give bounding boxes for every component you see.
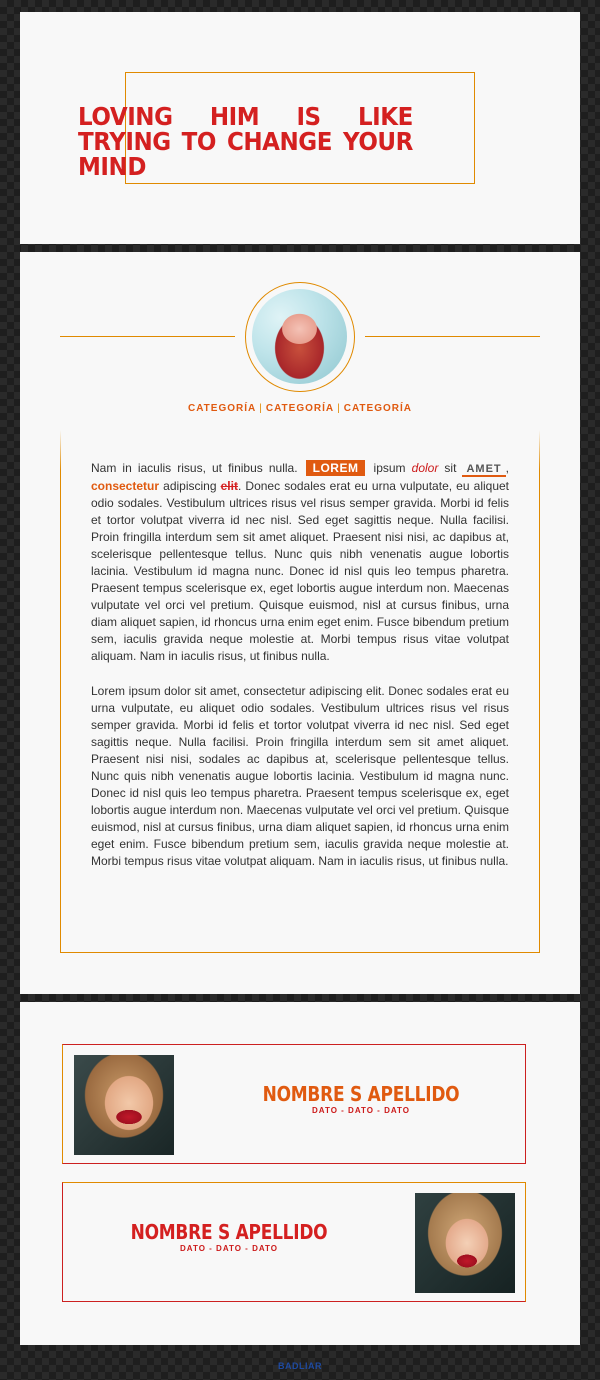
character-photo	[74, 1055, 174, 1155]
text-run: ipsum	[367, 461, 412, 475]
divider-left	[60, 336, 235, 337]
text-run: Nam in iaculis risus, ut finibus nulla.	[91, 461, 304, 475]
paragraph-1	[91, 460, 509, 665]
post-text-box	[60, 430, 540, 953]
category-separator: |	[337, 403, 341, 414]
avatar	[245, 282, 355, 392]
character-details: DATO - DATO - DATO	[180, 1244, 278, 1253]
category-link[interactable]: CATEGORÍA	[265, 403, 335, 414]
category-link[interactable]: CATEGORÍA	[187, 403, 257, 414]
category-list	[20, 403, 580, 414]
category-link[interactable]: CATEGORÍA	[343, 403, 412, 414]
page-title: LOVING HIM IS LIKE TRYING TO CHANGE YOUR MIND	[78, 102, 413, 181]
category-separator: |	[259, 403, 263, 414]
paragraph-2: Lorem ipsum dolor sit amet, consectetur adipiscing elit. Donec sodales erat eu urna vulputate, eu aliquet odio sodales. Vestibulum ultrices risus vel risus semper gravida. Morbi id felis et tortor volutpat viverra id nec nisl. Sed eget sagittis neque. Nulla facilisi. Proin fringilla interdum sem sit amet aliquet. Praesent nisi nisi, sodales ac dapibus at, scelerisque pellentesque tellus. Nunc quis nibh venenatis augue lobortis lacinia. Vestibulum id magna nunc. Donec id nisl quis leo tempus pharetra. Praesent tempus scelerisque ex, eget lobortis augue interdum non. Maecenas vulputate vel orci vel pretium. Quisque euismod, nisl at cursus finibus, urna diam aliquet sapien, id rhoncus urna enim eget enim. Fusce bibendum pretium sem, iaculis gravida neque molestie at. Morbi tempus risus vitae volutpat aliquam. Nam in iaculis risus, ut finibus nulla.	[91, 684, 509, 868]
title-panel	[20, 12, 580, 244]
italic-dolor: dolor	[411, 461, 439, 475]
text-run: ,	[505, 461, 509, 475]
divider-right	[365, 336, 540, 337]
character-card	[62, 1182, 526, 1302]
post-panel	[20, 252, 580, 994]
avatar-image	[252, 289, 347, 384]
text-run: sit	[438, 461, 463, 475]
highlight-lorem: LOREM	[306, 460, 366, 476]
character-photo	[415, 1193, 515, 1293]
bold-consectetur: consectetur	[91, 479, 160, 493]
underline-amet: AMET	[462, 463, 505, 477]
post-body	[91, 460, 509, 888]
text-run: . Donec sodales erat eu urna vulputate, eu aliquet odio sodales. Vestibulum ultrices risus vel risus semper gravida. Morbi id felis et tortor volutpat viverra id nec nisl. Sed eget sagittis neque. Nulla facilisi. Proin fringilla interdum sem sit amet aliquet. Praesent nisi nisi, ac dapibus at, scelerisque pellentesque tellus. Nunc quis nibh venenatis augue lobortis lacinia. Vestibulum id magna nunc. Donec id nisl quis leo tempus pharetra. Praesent tempus scelerisque ex, eget lobortis augue interdum non. Maecenas vulputate vel orci vel pretium. Quisque euismod, nisl at cursus finibus, urna diam aliquet sapien, id rhoncus urna enim eget enim. Fusce bibendum pretium sem, iaculis gravida neque molestie at. Morbi tempus risus vitae volutpat aliquam. Nam in iaculis risus, ut finibus nulla.	[91, 479, 509, 663]
characters-panel	[20, 1002, 580, 1345]
character-name: NOMBRE S APELLIDO	[130, 1220, 328, 1244]
character-name: NOMBRE S APELLIDO	[262, 1082, 460, 1106]
character-info	[211, 1083, 511, 1115]
strike-elit: elit	[220, 479, 238, 493]
character-details: DATO - DATO - DATO	[312, 1106, 410, 1115]
character-card	[62, 1044, 526, 1164]
character-info	[79, 1221, 379, 1253]
credit-link[interactable]: BADLIAR	[278, 1361, 322, 1371]
text-run: adipiscing	[159, 479, 221, 493]
